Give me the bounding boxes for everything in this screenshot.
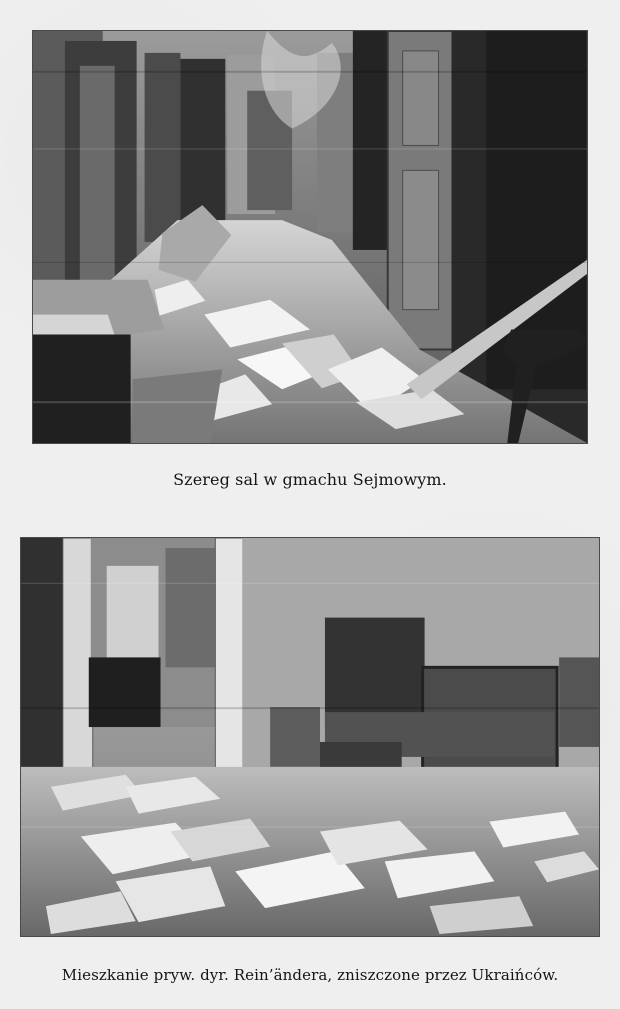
bottom-photo-caption: Mieszkanie pryw. dyr. Rein’ändera, zniszczone przez Ukraińców. <box>61 966 559 984</box>
damaged-apartment-photo-illustration <box>21 538 599 936</box>
top-photo-caption: Szereg sal w gmachu Sejmowym. <box>173 470 447 489</box>
photograph-damaged-sejm-rooms <box>32 30 588 444</box>
damaged-rooms-photo-illustration <box>33 31 587 443</box>
photograph-damaged-apartment <box>20 537 600 937</box>
